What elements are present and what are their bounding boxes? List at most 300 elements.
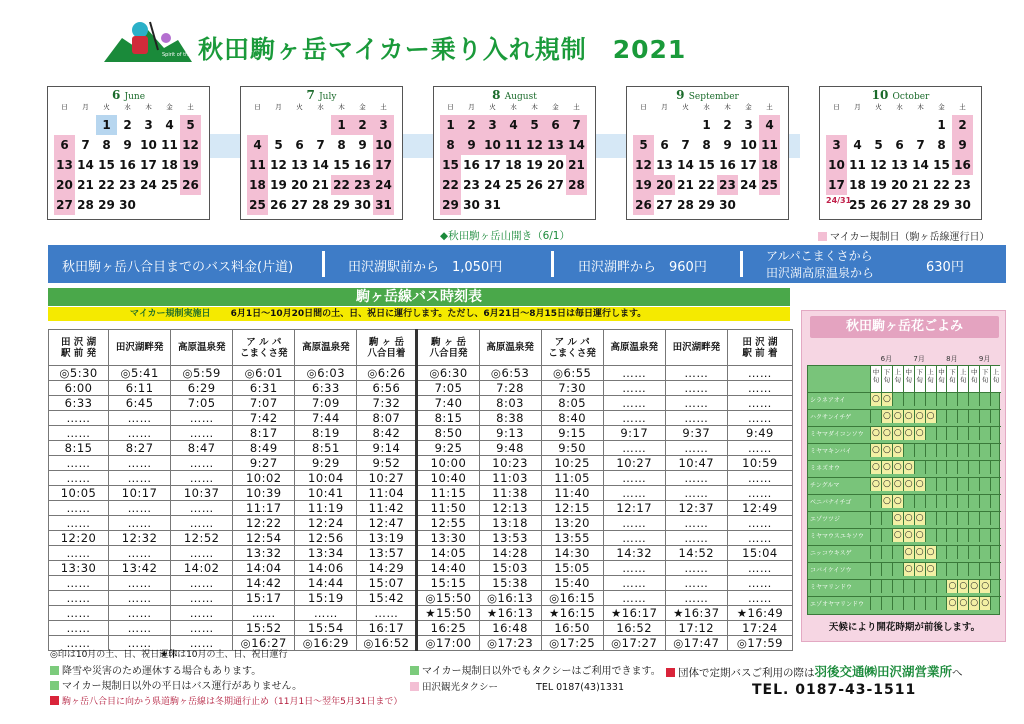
time-cell: 9:48 — [479, 441, 541, 456]
footnote-weekday — [50, 677, 302, 692]
time-cell: …… — [603, 366, 665, 381]
table-row — [49, 441, 793, 456]
bus-fare-bar — [48, 245, 1006, 283]
time-cell: …… — [109, 426, 171, 441]
calendar-day: 26 — [633, 195, 654, 215]
bloom-cell: ○ — [870, 393, 881, 406]
time-cell: ★16:49 — [727, 606, 792, 621]
calendar-day: 28 — [566, 175, 587, 195]
flower-bloom-cells — [870, 478, 1001, 491]
bloom-cell — [914, 495, 925, 508]
time-cell: …… — [727, 486, 792, 501]
time-cell: 12:15 — [541, 501, 603, 516]
time-cell: ◎16:52 — [357, 636, 417, 651]
month-english: June — [124, 92, 146, 102]
calendar-day: 15 — [98, 158, 115, 172]
calendar-day: 12 — [633, 155, 654, 175]
footnote-weekday-text: マイカー規制日以外の平日はバス運行がありません。 — [62, 681, 303, 692]
time-cell: 12:56 — [295, 531, 357, 546]
bloom-cell — [914, 393, 925, 406]
calendar-day: 24/31 — [826, 196, 852, 205]
bloom-cell: ○ — [903, 546, 914, 559]
calendar-day: 6 — [54, 135, 75, 155]
bloom-cell — [946, 427, 957, 440]
time-cell: …… — [109, 591, 171, 606]
calendar-day: 30 — [463, 198, 480, 212]
timetable-header: 田 沢 湖 駅 前 発 — [49, 330, 109, 366]
calendar-day: 14 — [566, 135, 587, 155]
calendar-day: 30 — [354, 198, 371, 212]
time-cell: …… — [665, 396, 727, 411]
time-cell: 6:33 — [49, 396, 109, 411]
month-english: September — [688, 92, 739, 102]
time-cell: 8:15 — [49, 441, 109, 456]
bloom-cell — [946, 529, 957, 542]
time-cell: 13:30 — [417, 531, 479, 546]
bloom-cell — [990, 478, 1001, 491]
calendar-day: 6 — [295, 138, 304, 152]
flower-period: 上旬 — [957, 366, 968, 392]
flower-row — [808, 443, 1001, 457]
time-cell: 12:24 — [295, 516, 357, 531]
table-row — [49, 591, 793, 606]
calendar-day: 25 — [759, 175, 780, 195]
time-cell: 14:40 — [417, 561, 479, 576]
time-cell: 9:25 — [417, 441, 479, 456]
time-cell: 6:11 — [109, 381, 171, 396]
calendar-day: 8 — [440, 135, 461, 155]
flower-bloom-cells — [870, 563, 1001, 576]
timetable-header: 高原温泉発 — [603, 330, 665, 366]
flower-bloom-cells — [870, 495, 1001, 508]
time-cell: 11:40 — [541, 486, 603, 501]
time-cell: 12:54 — [233, 531, 295, 546]
flower-name: エゾツツジ — [810, 516, 841, 523]
bloom-cell — [925, 495, 936, 508]
flower-period: 上旬 — [925, 366, 936, 392]
time-cell: …… — [665, 486, 727, 501]
red-square-icon — [50, 696, 59, 705]
time-cell: …… — [603, 396, 665, 411]
time-cell: ◎17:25 — [541, 636, 603, 651]
bloom-cell — [957, 461, 968, 474]
taxi-tel: TEL 0187(43)1331 — [536, 682, 624, 693]
time-cell: 11:19 — [295, 501, 357, 516]
bloom-cell — [968, 512, 979, 525]
time-cell: …… — [603, 381, 665, 396]
bloom-cell — [957, 478, 968, 491]
bloom-cell: ○ — [914, 512, 925, 525]
time-cell: ◎17:59 — [727, 636, 792, 651]
time-cell: …… — [727, 471, 792, 486]
bloom-cell — [968, 393, 979, 406]
time-cell: 15:05 — [541, 561, 603, 576]
time-cell: 16:52 — [603, 621, 665, 636]
time-cell: 11:15 — [417, 486, 479, 501]
time-cell: …… — [727, 381, 792, 396]
calendar-day: 24 — [740, 178, 757, 192]
bloom-cell: ○ — [914, 529, 925, 542]
time-cell: ◎6:03 — [295, 366, 357, 381]
table-row — [49, 516, 793, 531]
flower-period: 下旬 — [881, 366, 892, 392]
time-cell: ◎6:30 — [417, 366, 479, 381]
month-english: August — [504, 92, 537, 102]
flower-months — [870, 354, 1001, 365]
bloom-cell — [990, 410, 1001, 423]
time-cell: 9:13 — [479, 426, 541, 441]
time-cell: 14:42 — [233, 576, 295, 591]
calendar-day: 11 — [503, 135, 524, 155]
calendar-day: 29 — [698, 198, 715, 212]
calendar-day: 16 — [463, 158, 480, 172]
weekday-label: 木 — [724, 103, 731, 111]
time-cell: ★16:37 — [665, 606, 727, 621]
time-cell: …… — [727, 516, 792, 531]
time-cell: 14:52 — [665, 546, 727, 561]
time-cell: …… — [171, 546, 233, 561]
flower-name: ミヤマウスユキソウ — [810, 533, 864, 540]
time-cell: ◎5:59 — [171, 366, 233, 381]
bloom-cell: ○ — [892, 461, 903, 474]
group-bus-text: 団体で定期バスご利用の際は — [678, 667, 815, 679]
bloom-cell — [936, 512, 947, 525]
weekday-label: 月 — [854, 103, 861, 111]
time-cell: …… — [357, 606, 417, 621]
time-cell: 8:42 — [357, 426, 417, 441]
calendar-day: 1 — [331, 115, 352, 135]
calendar-day: 22 — [698, 178, 715, 192]
time-cell: 10:25 — [541, 456, 603, 471]
table-row — [49, 621, 793, 636]
calendar-day: 31 — [373, 195, 394, 215]
calendar-day: 4 — [165, 118, 174, 132]
bloom-cell — [946, 393, 957, 406]
calendar-day: 2 — [352, 115, 373, 135]
weekday-label: 火 — [103, 103, 110, 111]
calendar-day: 2 — [123, 118, 132, 132]
calendar-day: 18 — [759, 155, 780, 175]
time-cell: …… — [109, 546, 171, 561]
calendar-day: 17 — [826, 175, 847, 195]
bloom-cell — [870, 495, 881, 508]
time-cell: 14:29 — [357, 561, 417, 576]
weekday-label: 金 — [552, 103, 559, 111]
bloom-cell — [990, 597, 1001, 610]
time-cell: ◎6:26 — [357, 366, 417, 381]
calendar-month-7 — [240, 86, 403, 220]
bus-company-tel: TEL. 0187-43-1511 — [752, 682, 917, 698]
calendar-day: 21 — [912, 178, 929, 192]
time-cell: 7:44 — [295, 411, 357, 426]
calendar-day: 27 — [656, 198, 673, 212]
calendar-day: 30 — [719, 198, 736, 212]
green-square-icon — [50, 666, 59, 675]
calendar-day: 24 — [484, 178, 501, 192]
calendar-day: 20 — [547, 158, 564, 172]
flower-bloom-cells — [870, 410, 1001, 423]
time-cell: 7:05 — [171, 396, 233, 411]
bloom-cell: ○ — [881, 410, 892, 423]
calendar-day: 9 — [952, 135, 973, 155]
time-cell: 10:47 — [665, 456, 727, 471]
time-cell: 15:52 — [233, 621, 295, 636]
time-cell: …… — [109, 576, 171, 591]
bloom-cell — [936, 495, 947, 508]
calendar-day: 29 — [333, 198, 350, 212]
flower-row — [808, 511, 1001, 525]
time-cell: …… — [49, 606, 109, 621]
time-cell: …… — [171, 411, 233, 426]
weekday-header — [633, 102, 780, 111]
time-cell: 14:02 — [171, 561, 233, 576]
calendar-day: 25 — [505, 178, 522, 192]
time-cell: 14:32 — [603, 546, 665, 561]
flower-bloom-cells — [870, 580, 1001, 593]
time-cell: ◎6:53 — [479, 366, 541, 381]
calendar-day: 2 — [952, 115, 973, 135]
time-cell: 9:29 — [295, 456, 357, 471]
time-cell: 7:07 — [233, 396, 295, 411]
calendar-empty-cell — [654, 115, 675, 135]
calendar-empty-cell — [247, 115, 268, 135]
calendar-day: 14 — [677, 158, 694, 172]
time-cell: 15:04 — [727, 546, 792, 561]
time-cell: 7:30 — [541, 381, 603, 396]
time-cell: 9:52 — [357, 456, 417, 471]
time-cell: 16:48 — [479, 621, 541, 636]
calendar-day: 21 — [312, 178, 329, 192]
bloom-cell — [870, 546, 881, 559]
flower-bloom-cells — [870, 529, 1001, 542]
bloom-cell: ○ — [903, 563, 914, 576]
time-cell: …… — [109, 516, 171, 531]
flower-period: 下旬 — [979, 366, 990, 392]
weekday-label: 金 — [359, 103, 366, 111]
calendar-day: 29 — [440, 195, 461, 215]
fare-divider — [322, 251, 325, 277]
calendar-day: 23 — [119, 178, 136, 192]
footnote-taxi — [410, 662, 661, 677]
taxi-name: 田沢観光タクシー — [422, 682, 499, 693]
time-cell: ◎16:13 — [479, 591, 541, 606]
calendar-day: 21 — [566, 155, 587, 175]
time-cell: 9:14 — [357, 441, 417, 456]
bloom-cell — [936, 478, 947, 491]
table-row — [49, 366, 793, 381]
calendar-day: 27 — [547, 178, 564, 192]
time-cell: 7:05 — [417, 381, 479, 396]
time-cell: …… — [727, 531, 792, 546]
bloom-cell: ○ — [870, 444, 881, 457]
bloom-cell — [936, 461, 947, 474]
time-cell: 12:22 — [233, 516, 295, 531]
time-cell: …… — [109, 471, 171, 486]
bloom-cell — [946, 478, 957, 491]
month-english: July — [319, 92, 337, 102]
bus-company: 羽後交通㈱田沢湖営業所 — [814, 664, 953, 679]
bloom-cell: ○ — [914, 546, 925, 559]
weekday-label: 月 — [82, 103, 89, 111]
time-cell: …… — [171, 606, 233, 621]
bloom-cell — [936, 427, 947, 440]
timetable-header: ア ル パ こまくさ発 — [541, 330, 603, 366]
bloom-cell — [936, 597, 947, 610]
time-cell: ◎6:01 — [233, 366, 295, 381]
bloom-cell — [957, 427, 968, 440]
bloom-cell — [925, 580, 936, 593]
calendar-day: 8 — [937, 138, 946, 152]
calendar-day: 28 — [677, 198, 694, 212]
calendar-day: 6 — [895, 138, 904, 152]
bloom-cell: ○ — [914, 427, 925, 440]
time-cell: 12:32 — [109, 531, 171, 546]
bloom-cell: ○ — [946, 580, 957, 593]
flower-grid — [807, 355, 1000, 615]
calendar-day: 10 — [740, 138, 757, 152]
calendar-day: 4 — [503, 115, 524, 135]
bloom-cell: ○ — [903, 461, 914, 474]
calendar-day: 1 — [702, 118, 711, 132]
bloom-cell — [925, 461, 936, 474]
bloom-cell: ○ — [925, 563, 936, 576]
calendar-day: 7 — [681, 138, 690, 152]
weekday-label: 土 — [959, 103, 966, 111]
calendar-day: 26 — [526, 178, 543, 192]
bloom-cell — [881, 512, 892, 525]
bloom-cell — [990, 461, 1001, 474]
month-number: 7 — [306, 88, 315, 102]
time-cell: …… — [171, 426, 233, 441]
time-cell: 14:06 — [295, 561, 357, 576]
bloom-cell — [892, 580, 903, 593]
bloom-cell — [881, 563, 892, 576]
calendar-day: 17 — [140, 158, 157, 172]
time-cell: …… — [171, 501, 233, 516]
calendar-day: 27 — [54, 195, 75, 215]
calendar-day: 22 — [440, 175, 461, 195]
bloom-cell — [990, 444, 1001, 457]
time-cell: 11:38 — [479, 486, 541, 501]
time-cell: ★16:17 — [603, 606, 665, 621]
table-row — [49, 486, 793, 501]
calendar-day: 30 — [954, 198, 971, 212]
calendar-day: 22 — [98, 178, 115, 192]
flower-calendar-title: 秋田駒ヶ岳花ごよみ — [810, 316, 999, 338]
red-square-icon — [666, 668, 675, 677]
time-cell: 8:40 — [541, 411, 603, 426]
bloom-cell — [914, 597, 925, 610]
calendar-day: 5 — [180, 115, 201, 135]
time-cell: 13:34 — [295, 546, 357, 561]
bloom-cell — [979, 461, 990, 474]
time-cell: …… — [603, 441, 665, 456]
flower-row — [808, 409, 1001, 423]
time-cell: ◎5:41 — [109, 366, 171, 381]
calendar-empty-cell — [75, 115, 96, 135]
bloom-cell: ○ — [892, 495, 903, 508]
calendar-empty-cell — [847, 115, 868, 135]
weekday-label: 火 — [875, 103, 882, 111]
calendar-day: 28 — [312, 198, 329, 212]
time-cell: 14:28 — [479, 546, 541, 561]
calendar-day: 21 — [77, 178, 94, 192]
time-cell: 9:17 — [603, 426, 665, 441]
table-row — [49, 546, 793, 561]
calendar-day: 4 — [247, 135, 268, 155]
calendar-day: 25 — [849, 198, 866, 212]
table-row — [49, 426, 793, 441]
time-cell: …… — [49, 636, 109, 651]
time-cell: 10:39 — [233, 486, 295, 501]
time-cell: ◎17:47 — [665, 636, 727, 651]
time-cell: 14:05 — [417, 546, 479, 561]
calendar-month-title — [434, 88, 595, 102]
calendar-days — [247, 115, 394, 215]
weekday-label: 火 — [296, 103, 303, 111]
calendar-day: 12 — [870, 158, 887, 172]
time-cell: 13:18 — [479, 516, 541, 531]
flower-name: ハクサンイチゲ — [810, 414, 852, 421]
calendar-day: 27 — [891, 198, 908, 212]
time-cell: …… — [109, 621, 171, 636]
timetable-header: 駒 ヶ 岳 八合目着 — [357, 330, 417, 366]
flower-bloom-cells — [870, 427, 1001, 440]
calendar-empty-cell — [868, 115, 889, 135]
time-cell: 11:42 — [357, 501, 417, 516]
bloom-cell — [892, 597, 903, 610]
time-cell: 15:54 — [295, 621, 357, 636]
timetable-header: ア ル パ こまくさ発 — [233, 330, 295, 366]
time-cell: …… — [665, 366, 727, 381]
bloom-cell — [892, 546, 903, 559]
table-row — [49, 381, 793, 396]
time-cell: …… — [665, 381, 727, 396]
bloom-cell — [870, 529, 881, 542]
calendar-day: 6 — [660, 138, 669, 152]
calendar-day: 16 — [354, 158, 371, 172]
time-cell: 10:27 — [603, 456, 665, 471]
footnote-winter-text: 駒ヶ岳八合目に向かう県道駒ヶ岳線は冬期通行止め（11月1日～翌年5月31日まで） — [62, 697, 403, 707]
flower-name: ミヤマダイコンソウ — [810, 431, 864, 438]
weekday-label: 火 — [682, 103, 689, 111]
time-cell: 13:32 — [233, 546, 295, 561]
flower-name: シラネアオイ — [810, 397, 846, 404]
calendar-empty-cell — [633, 115, 654, 135]
flower-name: コバイケイソウ — [810, 567, 852, 574]
flower-bloom-cells — [870, 597, 1001, 610]
bloom-cell — [957, 410, 968, 423]
flower-name: ミネズオウ — [810, 465, 841, 472]
fare-divider — [740, 251, 743, 277]
calendar-empty-cell — [910, 115, 931, 135]
bloom-cell — [990, 546, 1001, 559]
bloom-cell — [925, 478, 936, 491]
time-cell: 15:03 — [479, 561, 541, 576]
calendar-day: 24 — [140, 178, 157, 192]
fare-alpa-price: 630円 — [926, 260, 964, 275]
weekday-label: 月 — [468, 103, 475, 111]
flower-row — [808, 562, 1001, 576]
flower-note: 天候により開花時期が前後します。 — [828, 622, 981, 633]
time-cell: …… — [171, 636, 233, 651]
time-cell: 8:17 — [233, 426, 295, 441]
weekday-label: 月 — [275, 103, 282, 111]
weekday-label: 木 — [531, 103, 538, 111]
calendar-day: 3 — [144, 118, 153, 132]
time-cell: 12:17 — [603, 501, 665, 516]
time-cell: …… — [49, 426, 109, 441]
